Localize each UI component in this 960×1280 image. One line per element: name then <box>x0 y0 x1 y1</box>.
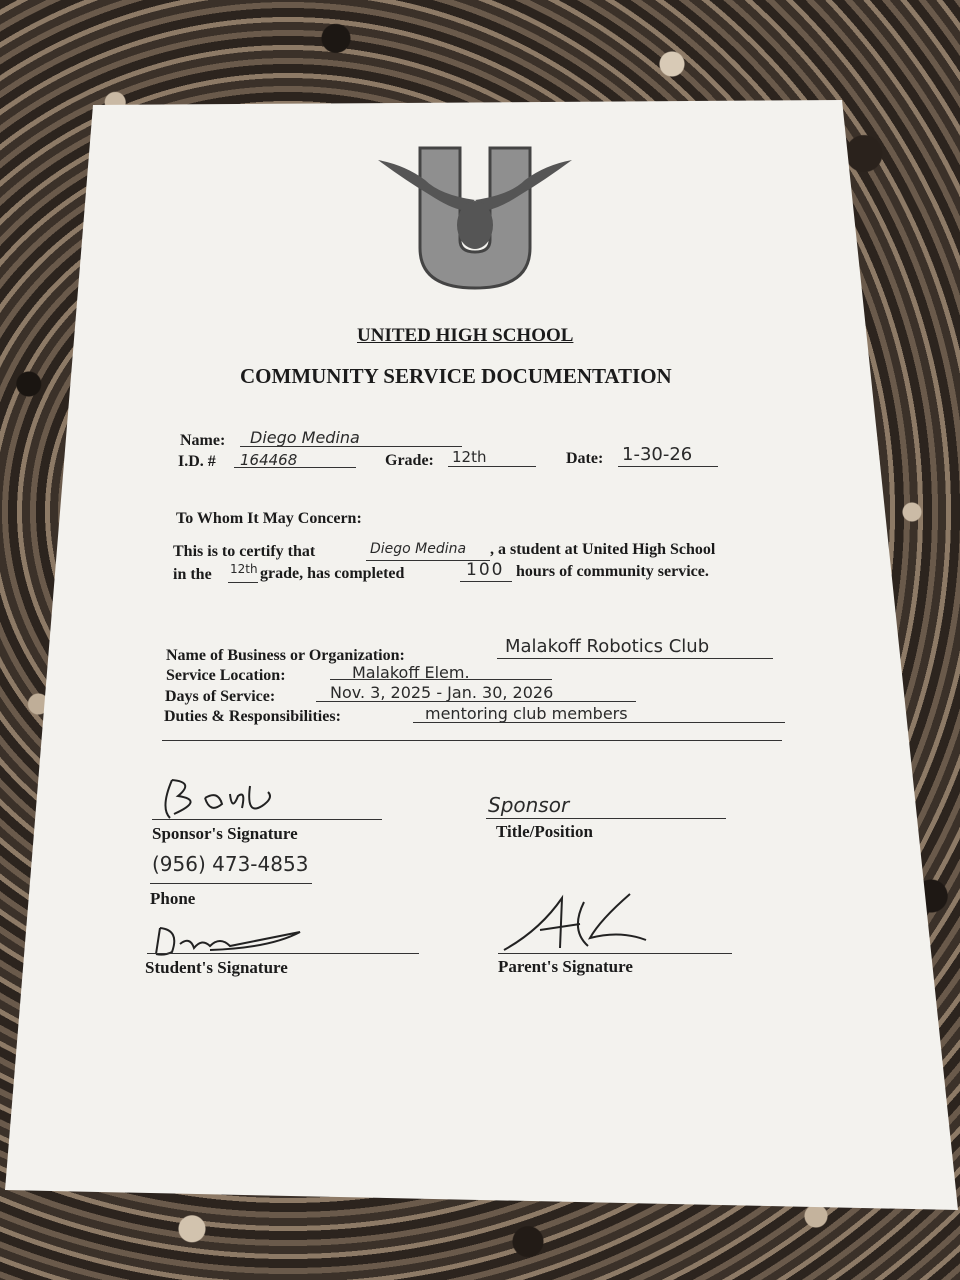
school-name: UNITED HIGH SCHOOL <box>357 325 574 346</box>
cert-text-5: hours of community service. <box>516 563 709 580</box>
duties-value: mentoring club members <box>425 704 628 723</box>
title-value: Sponsor <box>488 793 570 817</box>
org-value: Malakoff Robotics Club <box>505 636 710 657</box>
cert-text-4: grade, has completed <box>260 565 405 582</box>
salutation: To Whom It May Concern: <box>176 510 362 527</box>
date-label: Date: <box>566 450 604 467</box>
days-value: Nov. 3, 2025 - Jan. 30, 2026 <box>330 683 554 702</box>
grade-value: 12th <box>452 448 487 466</box>
student-signature-label: Student's Signature <box>145 958 288 977</box>
cert-student-name: Diego Medina <box>370 541 467 557</box>
location-label: Service Location: <box>166 667 286 684</box>
parent-signature <box>500 890 660 954</box>
name-value: Diego Medina <box>250 428 360 447</box>
page-title: COMMUNITY SERVICE DOCUMENTATION <box>240 364 672 388</box>
cert-hours: 100 <box>466 560 505 580</box>
phone-value: (956) 473-4853 <box>152 852 309 876</box>
days-label: Days of Service: <box>165 688 276 705</box>
cert-text-1: This is to certify that <box>173 543 316 560</box>
location-value: Malakoff Elem. <box>352 663 470 682</box>
id-value: 164468 <box>240 451 298 469</box>
duties-label: Duties & Responsibilities: <box>164 708 341 725</box>
cert-text-3: in the <box>173 566 212 583</box>
cert-grade: 12th <box>230 562 258 576</box>
school-logo <box>370 140 580 290</box>
org-label: Name of Business or Organization: <box>166 647 405 664</box>
sponsor-signature <box>150 768 300 822</box>
sponsor-signature-label: Sponsor's Signature <box>152 824 298 843</box>
date-value: 1-30-26 <box>622 444 693 465</box>
parent-signature-label: Parent's Signature <box>498 957 633 976</box>
student-signature <box>150 918 310 958</box>
grade-label: Grade: <box>385 452 434 469</box>
id-label: I.D. # <box>178 453 216 470</box>
phone-label: Phone <box>150 889 196 908</box>
name-label: Name: <box>180 432 226 449</box>
title-label: Title/Position <box>496 822 593 841</box>
cert-text-2: , a student at United High School <box>490 541 716 558</box>
